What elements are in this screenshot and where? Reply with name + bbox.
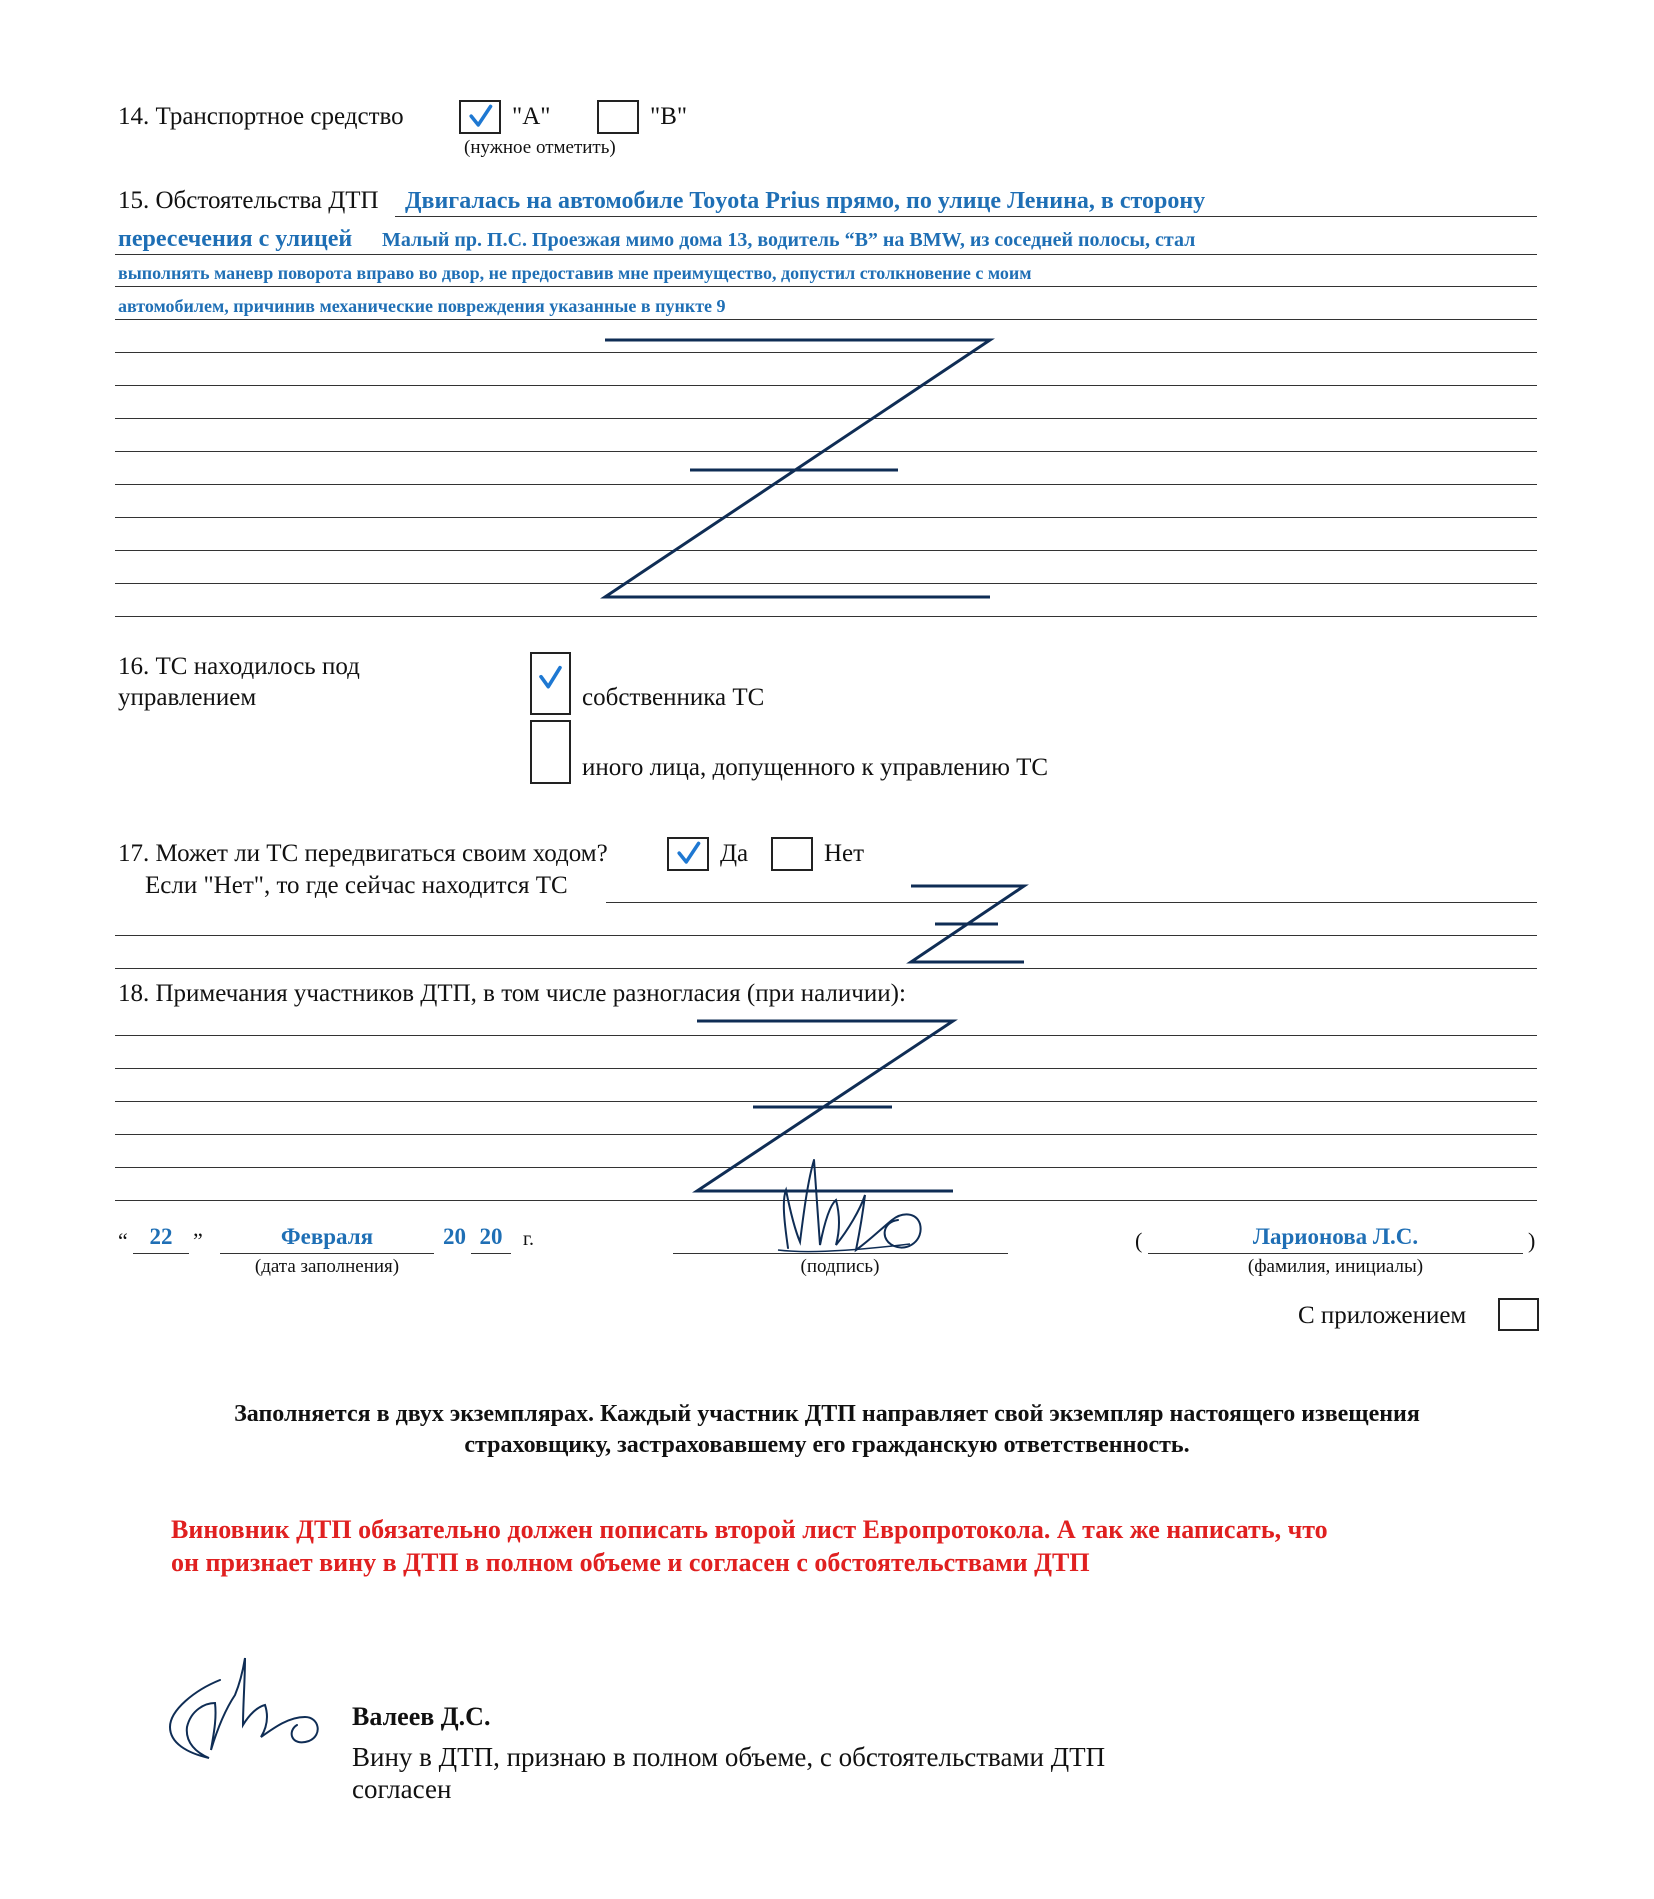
owner-label: собственника ТС [582, 684, 765, 711]
date-year-suffix: 20 [479, 1224, 503, 1249]
signature-caption: (подпись) [800, 1256, 880, 1277]
name-paren-open: ( [1135, 1228, 1143, 1253]
vehicle-a-label: "А" [512, 103, 551, 130]
attachment-checkbox[interactable] [1498, 1298, 1539, 1331]
item15-label: 15. Обстоятельства ДТП [118, 187, 379, 214]
item16-label-line1: 16. ТС находилось под [118, 653, 360, 680]
circumstances-line-2b: Малый пр. П.С. Проезжая мимо дома 13, водитель “В” на BMW, из соседней полосы, стал [382, 229, 1196, 251]
circumstances-line-2a: пересечения с улицей [118, 226, 353, 252]
item17-if-no-label: Если "Нет", то где сейчас находится ТС [145, 872, 568, 899]
participant-name: Ларионова Л.С. [1252, 1224, 1419, 1249]
warning-line-2: он признает вину в ДТП в полном объеме и согласен с обстоятельствами ДТП [171, 1548, 1090, 1577]
item18-label: 18. Примечания участников ДТП, в том числе разногласия (при наличии): [118, 980, 906, 1007]
movable-yes-label: Да [720, 840, 749, 867]
line [133, 1253, 189, 1254]
culprit-signature [165, 1655, 325, 1765]
date-open-quote: “ [118, 1228, 128, 1253]
item14-label: 14. Транспортное средство [118, 103, 404, 130]
date-year-unit: г. [523, 1228, 534, 1250]
signature-scribble [770, 1150, 950, 1280]
item16-label-line2: управлением [118, 684, 257, 711]
attachment-label: С приложением [1298, 1302, 1467, 1329]
name-caption: (фамилия, инициалы) [1247, 1256, 1424, 1277]
circumstances-line-4: автомобилем, причинив механические повреждения указанные в пункте 9 [118, 296, 726, 316]
culprit-name: Валеев Д.С. [352, 1702, 491, 1731]
name-paren-close: ) [1528, 1228, 1536, 1253]
vehicle-b-label: "В" [650, 103, 688, 130]
other-driver-label: иного лица, допущенного к управлению ТС [582, 754, 1049, 781]
date-caption: (дата заполнения) [254, 1256, 400, 1277]
line [220, 1253, 434, 1254]
line [471, 1253, 511, 1254]
date-close-quote: ” [193, 1228, 203, 1253]
item14-hint: (нужное отметить) [464, 137, 616, 158]
admission-line-1: Вину в ДТП, признаю в полном объеме, с обстоятельствами ДТП [352, 1742, 1106, 1772]
admission-line-2: согласен [352, 1774, 452, 1804]
notice-line-1: Заполняется в двух экземплярах. Каждый участник ДТП направляет свой экземпляр настоящего извещения [234, 1401, 1420, 1427]
circumstances-line-3: выполнять маневр поворота вправо во двор, не предоставив мне преимущество, допустил столкновение с моим [118, 263, 1032, 283]
notice-line-2: страховщику, застраховавшему его гражданскую ответственность. [464, 1432, 1190, 1458]
line [1148, 1253, 1523, 1254]
date-year-prefix: 20 [443, 1224, 466, 1249]
warning-line-1: Виновник ДТП обязательно должен пописать второй лист Европротокола. А так же написать, что [171, 1515, 1328, 1544]
movable-no-label: Нет [824, 840, 865, 867]
item17-label: 17. Может ли ТС передвигаться своим ходом? [118, 840, 608, 867]
date-day: 22 [149, 1224, 173, 1249]
circumstances-line-1: Двигалась на автомобиле Toyota Prius прямо, по улице Ленина, в сторону [405, 188, 1206, 214]
date-month: Февраля [280, 1224, 374, 1249]
